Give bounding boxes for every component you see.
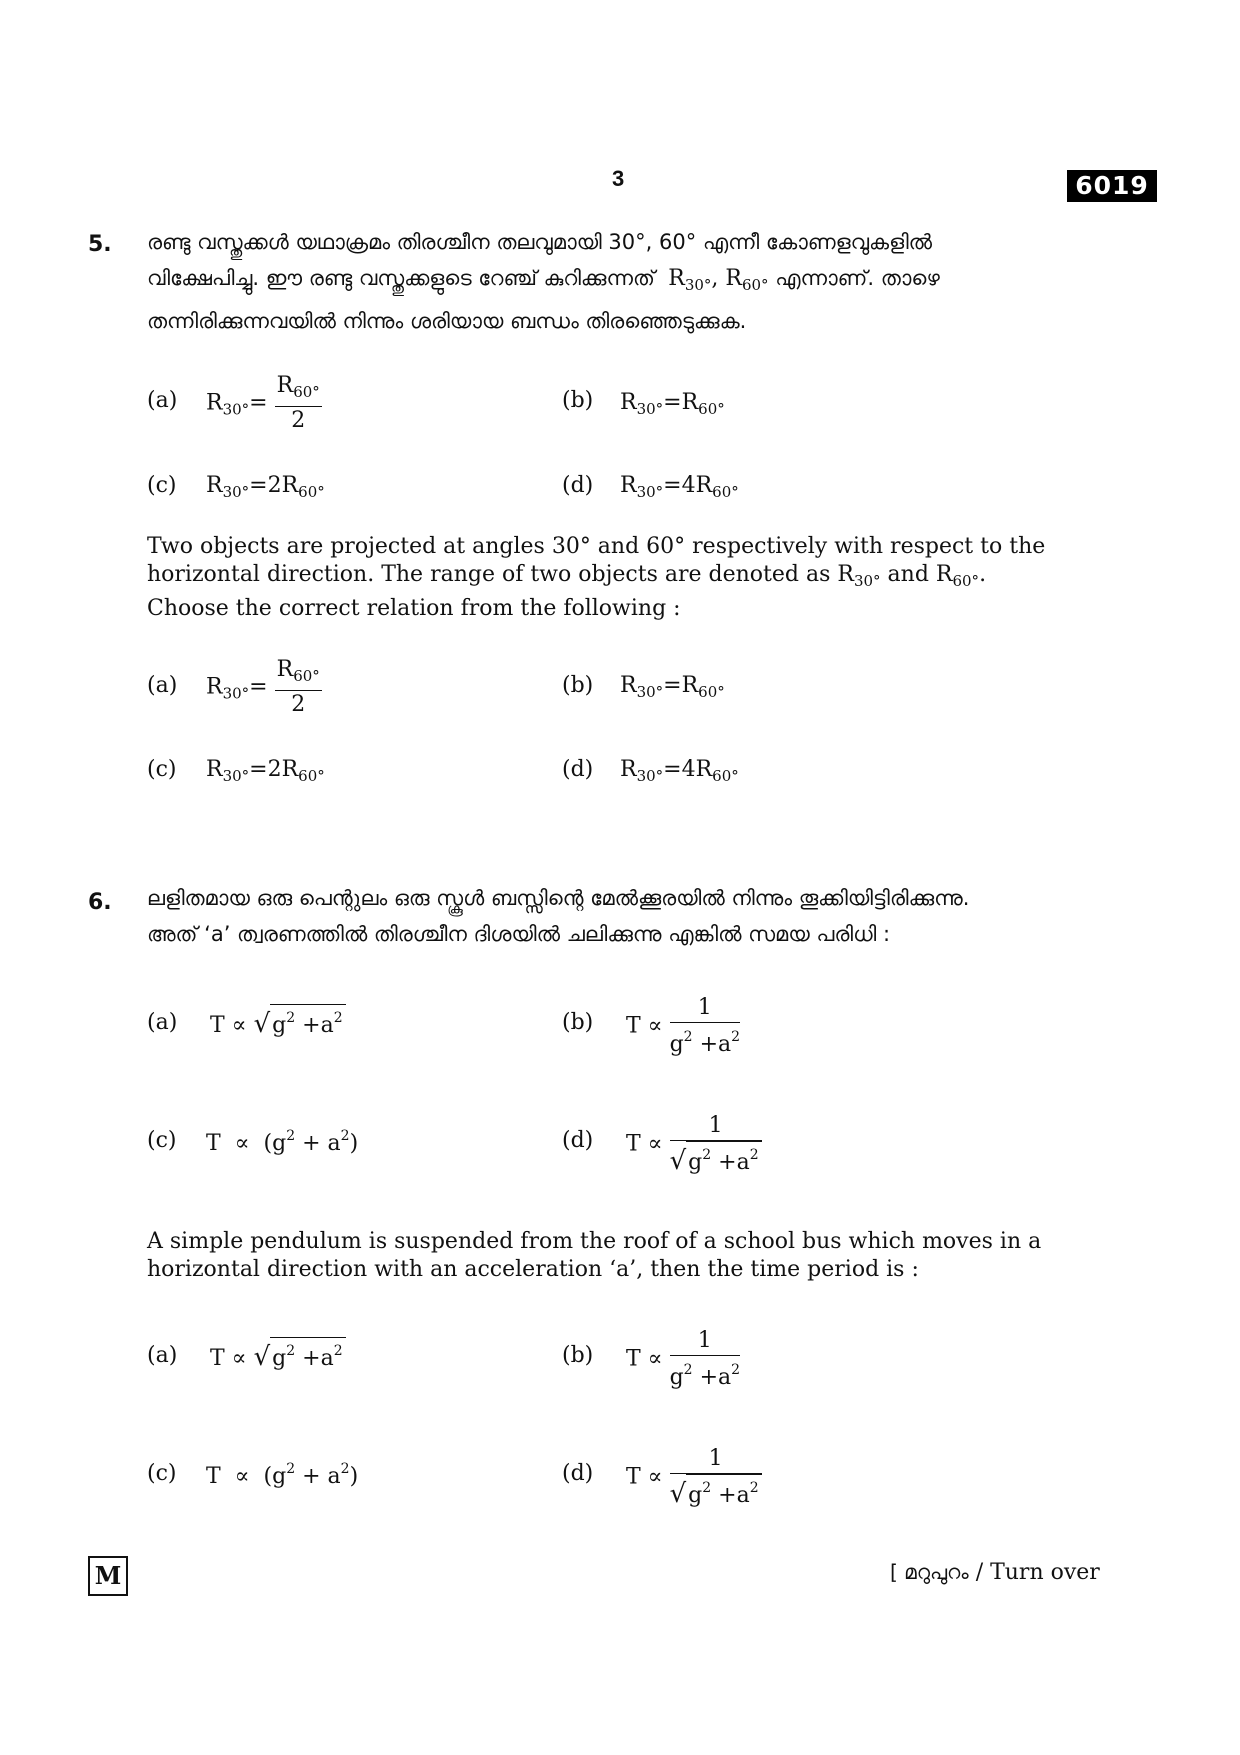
- text-segment: and: [887, 562, 929, 587]
- question-text-malayalam: [147, 880, 1102, 952]
- text-line: Choose the correct relation from the following :: [147, 596, 681, 621]
- turn-over-english: / Turn over: [975, 1560, 1100, 1585]
- option-c-expression: $T \propto (g^2 + a^2)$: [206, 1128, 359, 1156]
- text-segment: വിക്ഷേപിച്ചു. ഈ രണ്ടു വസ്തുക്കളുടെ റേഞ്ച് കുറിക്കുന്നത്: [147, 266, 655, 290]
- text-line: അത് ‘a’ ത്വരണത്തിൽ തിരശ്ചീന ദിശയിൽ ചലിക്കുന്നു എങ്കിൽ സമയ പരിധി :: [147, 922, 891, 946]
- option-label: (c): [147, 757, 177, 782]
- option-c-expression: $R_{30^\circ}=2R_{60^\circ}$: [206, 473, 325, 501]
- turn-over-note: [890, 1560, 1100, 1585]
- turn-over-malayalam: [ മറുപുറം: [890, 1560, 969, 1584]
- option-label: (b): [562, 388, 594, 413]
- option-label: (c): [147, 1461, 177, 1486]
- paper-code-badge: 6019: [1067, 170, 1157, 202]
- option-label: (d): [562, 1128, 594, 1153]
- question-number: 5.: [88, 232, 112, 257]
- option-label: (d): [562, 1461, 594, 1486]
- text-segment: horizontal direction. The range of two objects are denoted as: [147, 562, 831, 587]
- option-b-expression: $R_{30^\circ}=R_{60^\circ}$: [620, 390, 725, 418]
- option-label: (d): [562, 473, 594, 498]
- option-a-expression: $T \propto √g^2 +a^2$: [210, 1337, 346, 1372]
- option-d-expression: $R_{30^\circ}=4R_{60^\circ}$: [620, 757, 739, 785]
- option-label: (a): [147, 673, 178, 698]
- text-line: രണ്ടു വസ്തുക്കൾ യഥാക്രമം തിരശ്ചീന തലവുമായി 30°, 60° എന്നീ കോണളവുകളിൽ: [147, 230, 933, 254]
- text-line: തന്നിരിക്കുന്നവയിൽ നിന്നും ശരിയായ ബന്ധം തിരഞ്ഞെടുക്കുക.: [147, 309, 747, 333]
- text-line: ലളിതമായ ഒരു പെന്റുലം ഒരു സ്കൂൾ ബസ്സിന്റെ മേൽക്കൂരയിൽ നിന്നും തൂക്കിയിട്ടിരിക്കുന്നു.: [147, 886, 970, 910]
- option-label: (a): [147, 388, 178, 413]
- option-label: (b): [562, 1010, 594, 1035]
- text-segment: എന്നാണ്. താഴെ: [775, 266, 940, 290]
- option-label: (a): [147, 1010, 178, 1035]
- medium-mark-box: M: [88, 1556, 128, 1596]
- option-d-expression: $R_{30^\circ}=4R_{60^\circ}$: [620, 473, 739, 501]
- option-a-expression: $R_{30^\circ}=$ $\frac{R_{60^\circ}}{2}$: [206, 373, 320, 433]
- option-a-expression: $T \propto √g^2 +a^2$: [210, 1004, 346, 1039]
- text-line: horizontal direction. The range of two objects are denoted as $R_{30^\circ}$ and $R_{60^\circ}$.: [147, 562, 987, 590]
- question-text-malayalam: [147, 224, 1102, 339]
- option-c-expression: $T \propto (g^2 + a^2)$: [206, 1461, 359, 1489]
- option-label: (a): [147, 1343, 178, 1368]
- option-label: (b): [562, 1343, 594, 1368]
- option-a-expression: $R_{30^\circ}=$ $\frac{R_{60^\circ}}{2}$: [206, 657, 320, 717]
- question-text-english: [147, 533, 1102, 623]
- text-line: horizontal direction with an acceleration ‘a’, then the time period is :: [147, 1257, 919, 1282]
- text-line: Two objects are projected at angles 30° and 60° respectively with respect to the: [147, 534, 1046, 559]
- option-b-expression: $R_{30^\circ}=R_{60^\circ}$: [620, 673, 725, 701]
- option-b-expression: T ∝ $\frac{1}{g^2 +a^2}$: [626, 1328, 741, 1390]
- question-number: 6.: [88, 890, 112, 915]
- option-b-expression: T ∝ $\frac{1}{g^2 +a^2}$: [626, 995, 741, 1057]
- option-d-expression: T ∝ $\frac{1}{√g^2 +a^2}$: [626, 1445, 762, 1510]
- question-text-english: [147, 1228, 1102, 1284]
- option-c-expression: $R_{30^\circ}=2R_{60^\circ}$: [206, 757, 325, 785]
- option-label: (c): [147, 473, 177, 498]
- option-label: (b): [562, 673, 594, 698]
- option-label: (d): [562, 757, 594, 782]
- text-line: A simple pendulum is suspended from the roof of a school bus which moves in a: [147, 1229, 1042, 1254]
- option-label: (c): [147, 1128, 177, 1153]
- text-line: വിക്ഷേപിച്ചു. ഈ രണ്ടു വസ്തുക്കളുടെ റേഞ്ച് കുറിക്കുന്നത് $R_{30^\circ}$, $R_{60^\circ}$ എന്നാണ്. താഴെ: [147, 266, 940, 294]
- option-d-expression: T ∝ $\frac{1}{√g^2 +a^2}$: [626, 1112, 762, 1177]
- page-number: 3: [612, 166, 625, 191]
